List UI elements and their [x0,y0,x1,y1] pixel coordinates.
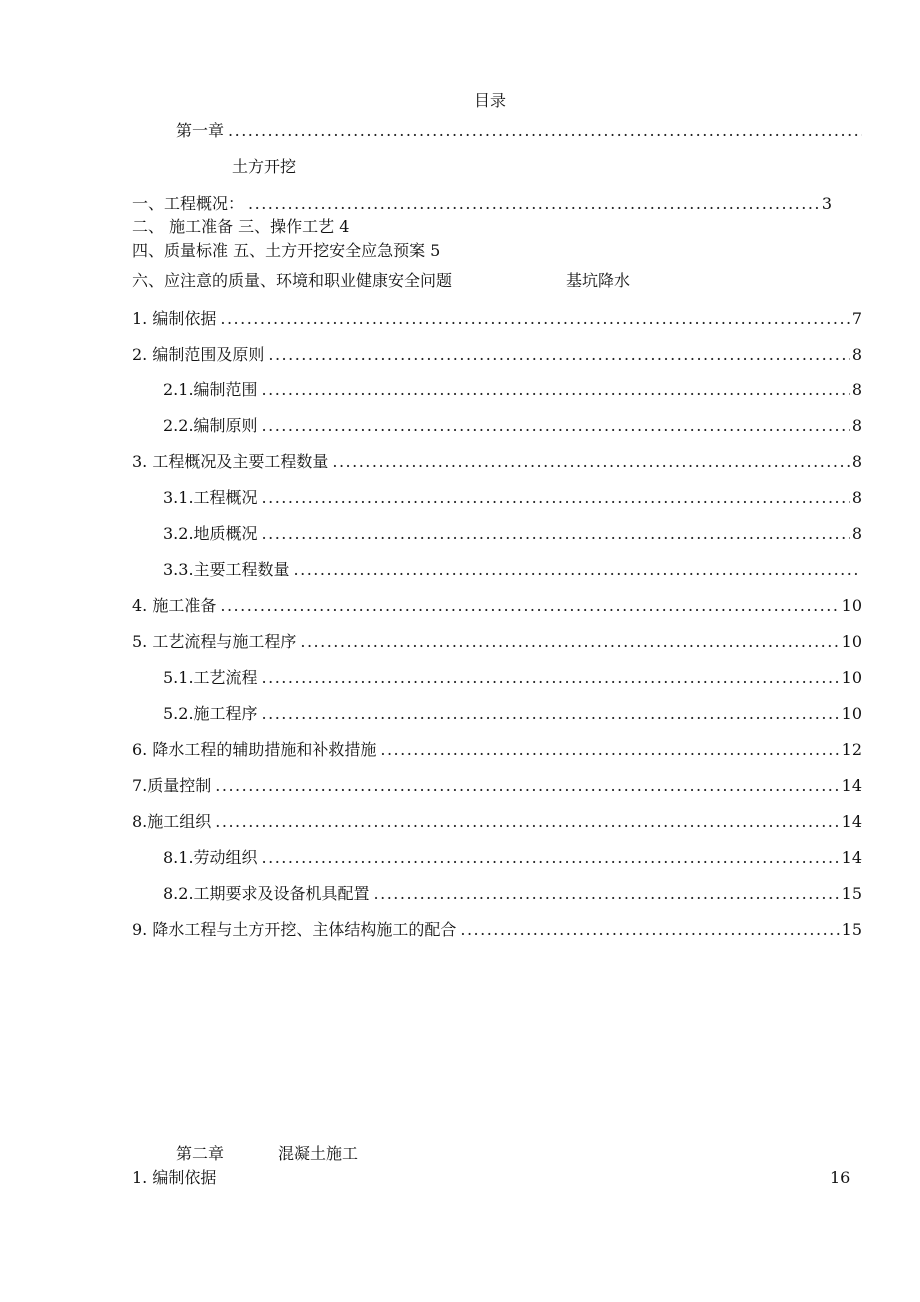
toc-entry [163,848,862,868]
toc-line-2: 二、 施工准备 三、操作工艺 4 [132,217,350,236]
toc-entry-label: 2. 编制范围及原则 [132,345,265,364]
toc-entry [163,416,862,436]
toc-entry-page: 7 [851,309,862,328]
toc-entry-label: 8.施工组织 [132,812,212,831]
toc-entry [132,345,862,365]
toc-leader-dots [262,668,840,688]
toc-entry-page: 10 [841,596,862,615]
toc-entry-page: 15 [841,920,862,939]
toc-leader-dots [262,416,850,436]
toc-entry-label: 8.1.劳动组织 [163,848,258,867]
toc-entry [163,488,862,508]
toc-leader-dots [262,380,850,400]
toc-chapter-1-label: 第一章 [176,121,225,140]
toc-entry-page: 10 [841,704,862,723]
toc-entry [163,380,862,400]
toc-chapter-1-subtitle: 土方开挖 [232,157,297,176]
toc-line-1 [132,194,832,214]
toc-entry-label: 4. 施工准备 [132,596,217,615]
toc-chapter-1-line [176,121,862,141]
toc-line-4-extra: 基坑降水 [566,271,631,290]
toc-leader-dots [262,848,840,868]
toc-entry-label: 5.2.施工程序 [163,704,258,723]
toc-entry-label: 3. 工程概况及主要工程数量 [132,452,329,471]
toc-entry-page: 14 [841,812,862,831]
toc-leader-dots [220,309,849,329]
toc-leader-dots [262,704,840,724]
toc-leader-dots [374,884,840,904]
toc-line-1-label: 一、工程概况： [132,194,245,213]
toc-entry [163,704,862,724]
toc-title: 目录 [474,91,507,110]
toc-entry-label: 5.1.工艺流程 [163,668,258,687]
toc-entry-page: 8 [851,524,862,543]
toc-leader-dots [248,194,820,214]
toc-line-1-page: 3 [821,194,832,213]
toc-entry-label: 3.1.工程概况 [163,488,258,507]
toc-entry [132,309,862,329]
toc-leader-dots [300,632,839,652]
toc-entry [163,560,862,580]
toc-entry-page: 15 [841,884,862,903]
toc-entry [132,740,862,760]
toc-leader-dots [294,560,860,580]
toc-entry [132,776,862,796]
toc-leader-dots [228,121,862,141]
toc-entry-page: 8 [851,416,862,435]
toc-entry [163,524,862,544]
toc-leader-dots [332,452,849,472]
toc-entry-page: 10 [841,632,862,651]
toc-line-4: 六、应注意的质量、环境和职业健康安全问题 [132,271,453,290]
toc-leader-dots [262,524,850,544]
toc-chapter-2-title: 混凝土施工 [278,1144,359,1163]
toc-entry-label: 5. 工艺流程与施工程序 [132,632,297,651]
toc-entry [132,632,862,652]
toc-chapter-2-item: 1. 编制依据 [132,1168,217,1187]
toc-entry-label: 2.2.编制原则 [163,416,258,435]
toc-entry-label: 3.2.地质概况 [163,524,258,543]
toc-entry-label: 9. 降水工程与土方开挖、主体结构施工的配合 [132,920,457,939]
toc-entry-page: 12 [841,740,862,759]
toc-entry [132,452,862,472]
toc-leader-dots [220,596,839,616]
toc-leader-dots [460,920,839,940]
toc-chapter-2-label: 第二章 [176,1144,225,1163]
toc-entry-page: 8 [851,452,862,471]
toc-entry-label: 8.2.工期要求及设备机具配置 [163,884,370,903]
toc-entry [163,884,862,904]
toc-entry-page: 14 [841,848,862,867]
toc-entry-label: 1. 编制依据 [132,309,217,328]
toc-leader-dots [268,345,849,365]
toc-leader-dots [380,740,839,760]
toc-entry-label: 6. 降水工程的辅助措施和补救措施 [132,740,377,759]
toc-entry-page: 8 [851,345,862,364]
toc-entry [132,920,862,940]
toc-entry-page: 14 [841,776,862,795]
toc-entry-label: 7.质量控制 [132,776,212,795]
toc-entry [132,812,862,832]
toc-entry-label: 3.3.主要工程数量 [163,560,290,579]
toc-leader-dots [215,812,839,832]
toc-line-3: 四、质量标准 五、土方开挖安全应急预案 5 [132,241,441,260]
toc-entry-page: 8 [851,488,862,507]
toc-entry-page: 8 [851,380,862,399]
toc-entry [163,668,862,688]
toc-leader-dots [215,776,839,796]
toc-leader-dots [262,488,850,508]
toc-entry-label: 2.1.编制范围 [163,380,258,399]
toc-entry-page: 10 [841,668,862,687]
toc-entry [132,596,862,616]
toc-chapter-2-page: 16 [830,1168,851,1187]
